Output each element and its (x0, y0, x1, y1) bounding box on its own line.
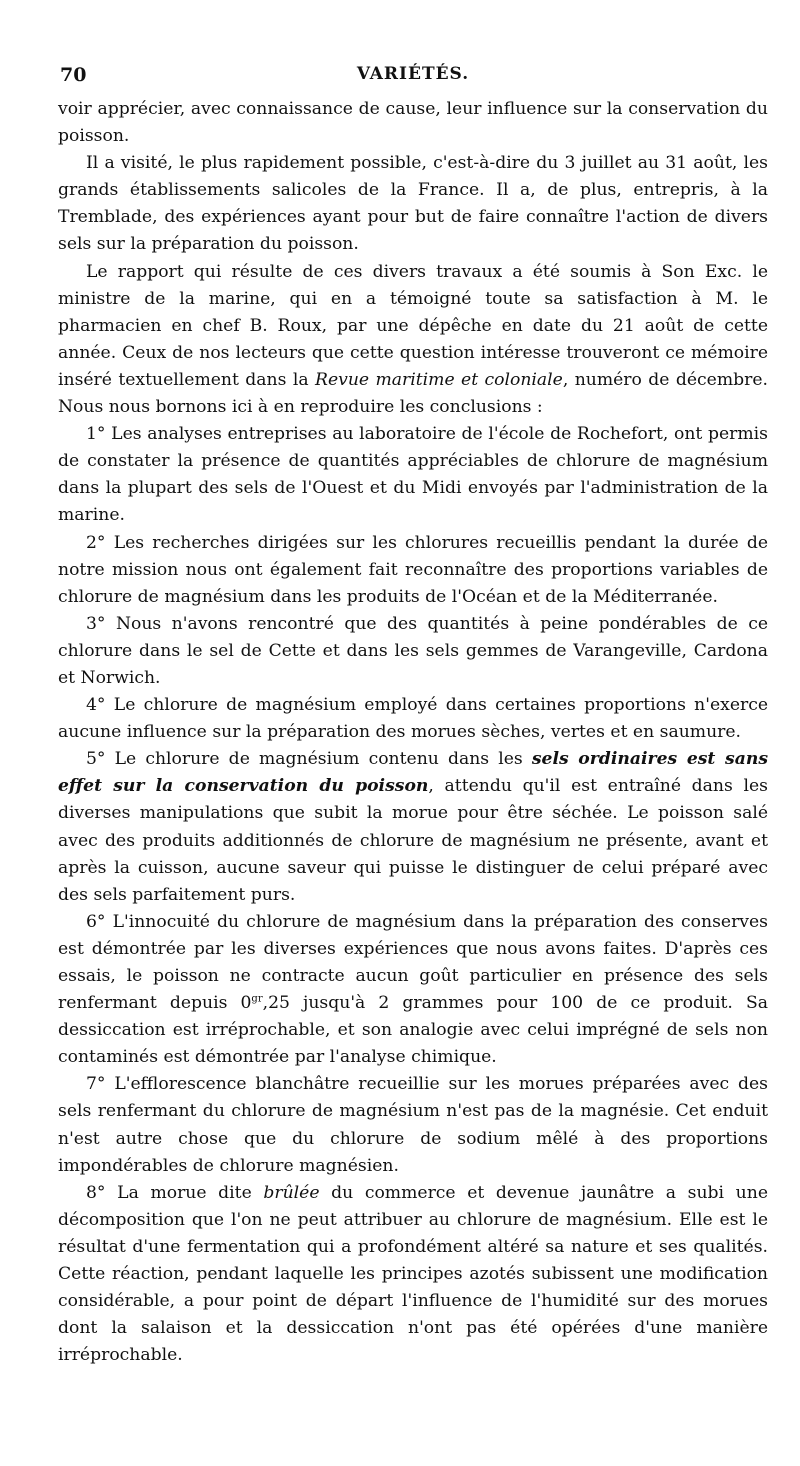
conclusion-3: 3° Nous n'avons rencontré que des quantités à peine pondérables de ce chlorure dans le sel de Cette et dans les sels gemmes de Varangeville, Cardona et Norwich. (58, 613, 768, 688)
conclusion-6 (58, 909, 768, 1072)
page-number: 70 (60, 64, 87, 86)
journal-title: Revue maritime et coloniale (315, 369, 563, 390)
conclusion-8 (58, 1180, 768, 1370)
conclusion-2: 2° Les recherches dirigées sur les chlorures recueillis pendant la durée de notre mission nous ont également fait reconnaître des proportions variables de chlorure de magnésium dans les produits de l'Océan et de la Méditerranée. (58, 532, 768, 607)
running-title: VARIÉTÉS. (356, 64, 470, 84)
conclusion-7: 7° L'efflorescence blanchâtre recueillie sur les morues préparées avec des sels renfermant du chlorure de magnésium n'est pas de la magnésie. Cet enduit n'est autre chose que du chlorure de sodium mêlé à des proportions impondérables de chlorure magnésien. (58, 1074, 768, 1176)
paragraph-visit: Il a visité, le plus rapidement possible, c'est-à-dire du 3 juillet au 31 août, les grands établissements salicoles de la France. Il a, de plus, entrepris, à la Tremblade, des expériences ayant pour but de faire connaître l'action de divers sels sur la préparation du poisson. (58, 153, 768, 255)
conclusion-1: 1° Les analyses entreprises au laboratoire de l'école de Rochefort, ont permis de constater la présence de quantités appréciables de chlorure de magnésium dans la plupart des sels de l'Ouest et du Midi envoyés par l'administration de la marine. (58, 424, 768, 526)
paragraph-continuation: voir apprécier, avec connaissance de cause, leur influence sur la conservation du poisson. (58, 99, 768, 147)
paragraph-report (58, 259, 768, 422)
body-text (58, 96, 768, 1369)
report-text-2: , numéro de décembre. Nous nous bornons ici à en reproduire les conclusions : (58, 369, 768, 418)
conclusion-6-text-1: 6° L'innocuité du chlorure de magnésium dans la préparation des conserves est démontrée par les diverses expériences que nous avons faites. D'après ces essais, le poisson ne contracte aucun goût particulier en présence des sels renfermant depuis 0 (58, 911, 768, 1014)
conclusion-4: 4° Le chlorure de magnésium employé dans certaines proportions n'exerce aucune influence sur la préparation des morues sèches, vertes et en saumure. (58, 695, 768, 743)
conclusion-8-text-2: du commerce et devenue jaunâtre a subi une décomposition que l'on ne peut attribuer au chlorure de magnésium. Elle est le résultat d'une fermentation qui a profondément altéré sa nature et ses qualités. Cette réaction, pendant laquelle les principes azotés subissent une modification considérable, a pour point de départ l'influence de l'humidité sur des morues dont la salaison et la dessiccation n'ont pas été opérées d'une manière irréprochable. (58, 1182, 768, 1366)
conclusion-5-emphasis: sels ordinaires est sans effet sur la conservation du poisson (58, 749, 768, 797)
report-text-1: Le rapport qui résulte de ces divers travaux a été soumis à Son Exc. le ministre de la marine, qui en a témoigné toute sa satisfaction à M. le pharmacien en chef B. Roux, par une dépêche en date du 21 août de cette année. Ceux de nos lecteurs que cette question intéresse trouveront ce mémoire inséré textuellement dans la (58, 261, 768, 390)
conclusion-5-text-2: , attendu qu'il est entraîné dans les diverses manipulations que subit la morue pour être séchée. Le poisson salé avec des produits additionnés de chlorure de magnésium ne présente, avant et après la cuisson, aucune saveur qui puisse le distinguer de celui préparé avec des sels parfaitement purs. (58, 776, 768, 905)
conclusion-8-text-1: 8° La morue dite (86, 1182, 264, 1203)
gram-abbrev: gr (251, 993, 263, 1005)
page-header (58, 62, 768, 96)
conclusion-8-emphasis: brûlée (263, 1182, 320, 1203)
conclusion-5 (58, 746, 768, 909)
conclusion-5-text-1: 5° Le chlorure de magnésium contenu dans les (86, 749, 532, 770)
conclusion-6-text-2: ,25 jusqu'à 2 grammes pour 100 de ce produit. Sa dessiccation est irréprochable, et son analogie avec celui imprégné de sels non contaminés est démontrée par l'analyse chimique. (58, 993, 768, 1068)
page (58, 62, 768, 1369)
